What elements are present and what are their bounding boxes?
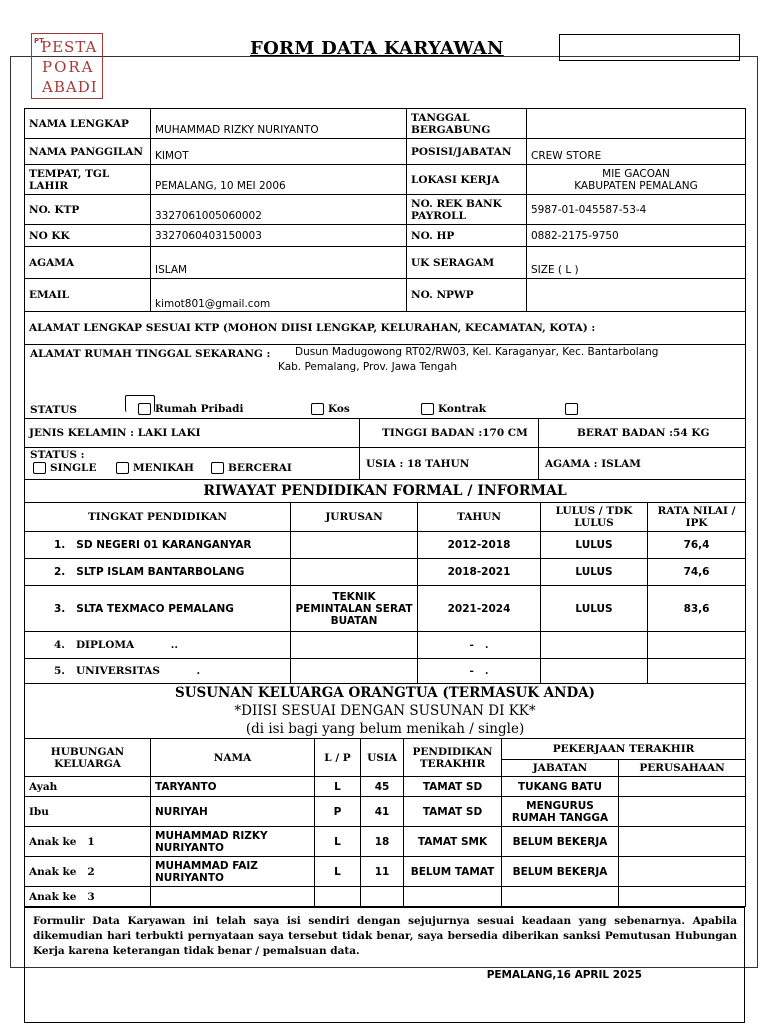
label-kk: NO KK <box>25 225 151 247</box>
fam-hubungan: Anak ke 3 <box>25 887 151 907</box>
label-status-rumah: STATUS <box>30 404 77 416</box>
edu-tingkat-text: SLTA TEXMACO PEMALANG <box>76 602 234 615</box>
table-row <box>25 827 746 857</box>
logo-line-1: PESTA <box>41 38 98 56</box>
option-kos-label: Kos <box>328 403 350 415</box>
table-row <box>25 777 746 797</box>
label-npwp: NO. NPWP <box>407 279 527 312</box>
value-ktp[interactable]: 3327061005060002 <box>151 195 407 225</box>
family-title-2: *DIISI SESUAI DENGAN SUSUNAN DI KK* <box>234 703 536 719</box>
fam-perusahaan[interactable] <box>619 857 746 887</box>
value-usia[interactable]: USIA : 18 TAHUN <box>360 448 539 480</box>
value-lokasi-line2: KABUPATEN PEMALANG <box>574 179 698 192</box>
checkbox-single-icon <box>33 462 46 474</box>
declaration-box <box>24 907 745 1023</box>
fam-nama[interactable]: MUHAMMAD RIZKY NURIYANTO <box>151 827 315 857</box>
option-kontrak[interactable] <box>421 403 486 415</box>
fam-jabatan[interactable] <box>502 887 619 907</box>
label-hp: NO. HP <box>407 225 527 247</box>
edu-jurusan[interactable]: TEKNIK PEMINTALAN SERAT BUATAN <box>291 586 418 632</box>
option-single[interactable] <box>33 462 96 474</box>
value-rek[interactable]: 5987-01-045587-53-4 <box>527 195 746 225</box>
label-alamat-rumah: ALAMAT RUMAH TINGGAL SEKARANG : <box>30 348 271 360</box>
checkbox-kontrak-icon <box>421 403 434 415</box>
fam-perusahaan[interactable] <box>619 827 746 857</box>
edu-tahun[interactable]: 2012-2018 <box>418 532 541 559</box>
fam-pendidikan[interactable]: BELUM TAMAT <box>404 857 502 887</box>
value-nama-lengkap[interactable]: MUHAMMAD RIZKY NURIYANTO <box>151 109 407 139</box>
value-agama[interactable]: ISLAM <box>151 247 407 279</box>
edu-tingkat-text: SD NEGERI 01 KARANGANYAR <box>76 539 252 551</box>
family-title-1: SUSUNAN KELUARGA ORANGTUA (TERMASUK ANDA) <box>175 685 596 701</box>
fam-header-pekerjaan: PEKERJAAN TERAKHIR <box>502 739 746 760</box>
label-ktp: NO. KTP <box>25 195 151 225</box>
place-date: PEMALANG,16 APRIL 2025 <box>486 969 642 981</box>
fam-lp[interactable]: P <box>315 797 361 827</box>
option-bercerai[interactable] <box>211 462 292 474</box>
table-row <box>25 632 746 659</box>
edu-nilai[interactable] <box>648 632 746 659</box>
identity-table <box>24 108 746 312</box>
fam-lp[interactable]: L <box>315 827 361 857</box>
label-email: EMAIL <box>25 279 151 312</box>
fam-jabatan[interactable]: BELUM BEKERJA <box>502 827 619 857</box>
family-section-title <box>25 684 746 739</box>
edu-jurusan[interactable] <box>291 559 418 586</box>
checkbox-menikah-icon <box>116 462 129 474</box>
fam-hubungan: Anak ke 2 <box>25 857 151 887</box>
logo-pt: PT <box>34 37 44 45</box>
label-rek: NO. REK BANK PAYROLL <box>407 195 527 225</box>
address-home-cell <box>25 345 746 419</box>
edu-tahun[interactable]: - . <box>418 632 541 659</box>
fam-usia[interactable]: 41 <box>361 797 404 827</box>
fam-header-jabatan: JABATAN <box>502 760 619 777</box>
fam-lp[interactable]: L <box>315 857 361 887</box>
fam-hubungan: Ayah <box>25 777 151 797</box>
label-tanggal-bergabung: TANGGAL BERGABUNG <box>407 109 527 139</box>
value-email[interactable]: kimot801@gmail.com <box>151 279 407 312</box>
value-nama-panggilan[interactable]: KIMOT <box>151 139 407 165</box>
value-berat-badan[interactable]: BERAT BADAN :54 KG <box>539 419 746 448</box>
edu-header-tingkat: TINGKAT PENDIDIKAN <box>25 503 291 532</box>
label-nama-panggilan: NAMA PANGGILAN <box>25 139 151 165</box>
label-status-nikah: STATUS : <box>30 449 85 461</box>
label-lokasi: LOKASI KERJA <box>407 165 527 195</box>
declaration-text: Formulir Data Karyawan ini telah saya isi sendiri dengan sejujurnya sesuai keadaan yang sebenarnya. Apabila dikemudian hari terbukti pernyataan saya tersebut tidak benar, saya bersedia diberikan sanksi Pemutusan Hubungan Kerja karena keterangan tidak benar / pemalsuan data. <box>33 915 737 957</box>
family-title-3: (di isi bagi yang belum menikah / single) <box>245 721 525 737</box>
fam-usia[interactable]: 11 <box>361 857 404 887</box>
fam-usia[interactable] <box>361 887 404 907</box>
value-alamat-line1[interactable]: Dusun Madugowong RT02/RW03, Kel. Karaganyar, Kec. Bantarbolang <box>295 346 659 358</box>
table-row <box>25 532 746 559</box>
edu-no: 3. <box>54 602 66 615</box>
edu-header-jurusan: JURUSAN <box>291 503 418 532</box>
fam-perusahaan[interactable] <box>619 887 746 907</box>
company-logo <box>31 33 103 99</box>
edu-tahun[interactable]: 2021-2024 <box>418 586 541 632</box>
edu-lulus[interactable] <box>541 659 648 684</box>
value-jenis-kelamin[interactable]: JENIS KELAMIN : LAKI LAKI <box>25 419 360 448</box>
edu-lulus[interactable] <box>541 632 648 659</box>
edu-tahun[interactable]: - . <box>418 659 541 684</box>
fam-pendidikan[interactable] <box>404 887 502 907</box>
option-single-label: SINGLE <box>50 462 97 474</box>
value-tinggi-badan[interactable]: TINGGI BADAN :170 CM <box>360 419 539 448</box>
edu-jurusan[interactable] <box>291 659 418 684</box>
marital-status-cell <box>25 448 360 480</box>
edu-nilai[interactable]: 74,6 <box>648 559 746 586</box>
edu-jurusan[interactable] <box>291 532 418 559</box>
edu-header-tahun: TAHUN <box>418 503 541 532</box>
edu-header-lulus: LULUS / TDK LULUS <box>541 503 648 532</box>
fam-nama[interactable] <box>151 887 315 907</box>
personal-table <box>24 418 746 480</box>
value-lokasi-line1: MIE GACOAN <box>602 167 670 180</box>
value-kk[interactable]: 3327060403150003 <box>151 225 407 247</box>
option-kos[interactable] <box>311 403 350 415</box>
edu-nilai[interactable]: 83,6 <box>648 586 746 632</box>
fam-lp[interactable] <box>315 887 361 907</box>
edu-tingkat[interactable] <box>25 559 291 586</box>
address-table <box>24 311 746 419</box>
education-section-title: RIWAYAT PENDIDIKAN FORMAL / INFORMAL <box>25 480 746 503</box>
checkbox-rumah-pribadi-icon <box>138 403 151 415</box>
fam-pendidikan[interactable]: TAMAT SD <box>404 777 502 797</box>
fam-jabatan[interactable]: TUKANG BATU <box>502 777 619 797</box>
fam-nama[interactable]: NURIYAH <box>151 797 315 827</box>
fam-jabatan[interactable]: MENGURUS RUMAH TANGGA <box>502 797 619 827</box>
edu-no: 1. <box>54 539 66 551</box>
edu-tingkat-text: SLTP ISLAM BANTARBOLANG <box>76 566 245 578</box>
edu-header-nilai: RATA NILAI / IPK <box>648 503 746 532</box>
option-kontrak-label: Kontrak <box>438 403 486 415</box>
edu-no: 4. <box>54 639 65 651</box>
edu-tingkat[interactable] <box>25 659 291 684</box>
fam-header-hubungan: HUBUNGAN KELUARGA <box>25 739 151 777</box>
table-row <box>25 857 746 887</box>
label-posisi: POSISI/JABATAN <box>407 139 527 165</box>
edu-nilai[interactable]: 76,4 <box>648 532 746 559</box>
fam-hubungan: Ibu <box>25 797 151 827</box>
table-row <box>25 797 746 827</box>
option-menikah[interactable] <box>116 462 194 474</box>
logo-line-2: PORA <box>42 58 95 76</box>
logo-line-3: ABADI <box>42 78 98 96</box>
label-alamat-ktp: ALAMAT LENGKAP SESUAI KTP (MOHON DIISI LENGKAP, KELURAHAN, KECAMATAN, KOTA) : <box>25 312 746 345</box>
value-posisi[interactable]: CREW STORE <box>527 139 746 165</box>
value-npwp[interactable] <box>527 279 746 312</box>
option-bercerai-label: BERCERAI <box>228 462 292 474</box>
label-agama: AGAMA <box>25 247 151 279</box>
fam-perusahaan[interactable] <box>619 777 746 797</box>
label-ttl: TEMPAT, TGL LAHIR <box>25 165 151 195</box>
edu-tingkat[interactable] <box>25 632 291 659</box>
edu-no: 2. <box>54 566 66 578</box>
value-seragam[interactable]: SIZE ( L ) <box>527 247 746 279</box>
form-number-box[interactable] <box>559 34 740 61</box>
edu-nilai[interactable] <box>648 659 746 684</box>
value-lokasi[interactable] <box>527 165 746 195</box>
fam-header-nama: NAMA <box>151 739 315 777</box>
value-hp[interactable]: 0882-2175-9750 <box>527 225 746 247</box>
edu-jurusan[interactable] <box>291 632 418 659</box>
form-title: FORM DATA KARYAWAN <box>250 38 504 59</box>
fam-header-lp: L / P <box>315 739 361 777</box>
label-nama-lengkap: NAMA LENGKAP <box>25 109 151 139</box>
edu-tingkat-text: DIPLOMA .. <box>75 639 179 651</box>
fam-usia[interactable]: 18 <box>361 827 404 857</box>
education-table <box>24 479 746 684</box>
family-table <box>24 683 746 907</box>
table-row <box>25 659 746 684</box>
value-ttl[interactable]: PEMALANG, 10 MEI 2006 <box>151 165 407 195</box>
fam-header-perusahaan: PERUSAHAAN <box>619 760 746 777</box>
label-seragam: UK SERAGAM <box>407 247 527 279</box>
fam-nama[interactable]: TARYANTO <box>151 777 315 797</box>
option-rumah-pribadi[interactable] <box>138 403 243 415</box>
checkbox-lainnya-icon[interactable] <box>565 403 578 415</box>
edu-tingkat[interactable] <box>25 586 291 632</box>
edu-tahun[interactable]: 2018-2021 <box>418 559 541 586</box>
fam-lp[interactable]: L <box>315 777 361 797</box>
fam-pendidikan[interactable]: TAMAT SD <box>404 797 502 827</box>
fam-usia[interactable]: 45 <box>361 777 404 797</box>
fam-pendidikan[interactable]: TAMAT SMK <box>404 827 502 857</box>
table-row <box>25 586 746 632</box>
checkbox-kos-icon <box>311 403 324 415</box>
table-row <box>25 887 746 907</box>
table-row <box>25 559 746 586</box>
edu-tingkat[interactable] <box>25 532 291 559</box>
checkbox-bercerai-icon <box>211 462 224 474</box>
option-rumah-pribadi-label: Rumah Pribadi <box>155 403 244 415</box>
fam-header-usia: USIA <box>361 739 404 777</box>
edu-no: 5. <box>54 665 65 677</box>
edu-lulus[interactable]: LULUS <box>541 586 648 632</box>
value-agama-2[interactable]: AGAMA : ISLAM <box>539 448 746 480</box>
edu-tingkat-text: UNIVERSITAS . <box>75 665 201 677</box>
value-alamat-line2[interactable]: Kab. Pemalang, Prov. Jawa Tengah <box>278 361 458 373</box>
option-menikah-label: MENIKAH <box>133 462 194 474</box>
edu-lulus[interactable]: LULUS <box>541 532 648 559</box>
fam-nama[interactable]: MUHAMMAD FAIZ NURIYANTO <box>151 857 315 887</box>
value-tanggal-bergabung[interactable] <box>527 109 746 139</box>
fam-header-pendidikan: PENDIDIKAN TERAKHIR <box>404 739 502 777</box>
fam-hubungan: Anak ke 1 <box>25 827 151 857</box>
fam-jabatan[interactable]: BELUM BEKERJA <box>502 857 619 887</box>
edu-lulus[interactable]: LULUS <box>541 559 648 586</box>
fam-perusahaan[interactable] <box>619 797 746 827</box>
